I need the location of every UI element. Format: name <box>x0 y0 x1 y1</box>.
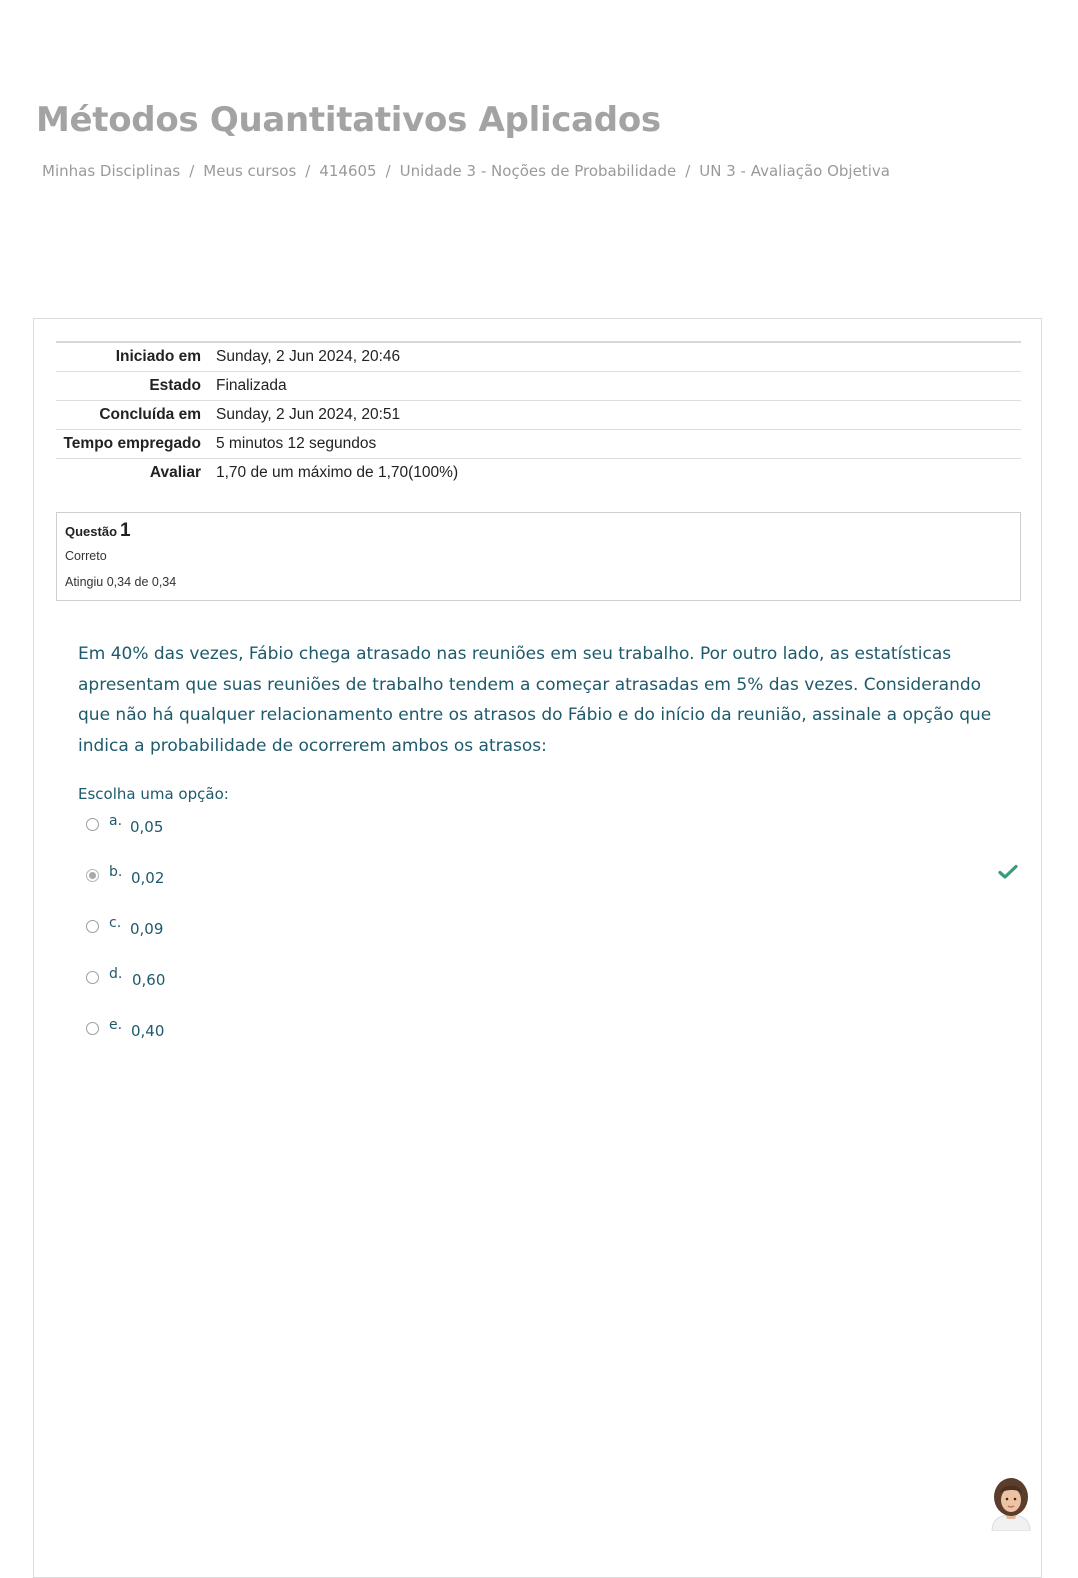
radio-button-selected[interactable] <box>86 869 99 882</box>
radio-button[interactable] <box>86 971 99 984</box>
radio-button[interactable] <box>86 818 99 831</box>
question-label: Questão <box>65 524 118 539</box>
summary-label: Avaliar <box>149 464 201 481</box>
breadcrumb <box>42 162 890 180</box>
summary-row-state <box>56 372 1021 401</box>
summary-label: Concluída em <box>99 406 201 423</box>
correct-check-icon <box>998 864 1018 880</box>
option-value: 0,05 <box>130 818 164 836</box>
radio-button[interactable] <box>86 1022 99 1035</box>
option-letter: c. <box>109 915 122 931</box>
question-number <box>65 519 1012 543</box>
answer-option-e[interactable] <box>86 1017 1006 1068</box>
breadcrumb-separator: / <box>685 162 691 180</box>
option-value: 0,09 <box>130 920 164 938</box>
assistant-avatar[interactable] <box>988 1475 1034 1531</box>
summary-label: Tempo empregado <box>63 435 201 452</box>
breadcrumb-item-avaliacao[interactable]: UN 3 - Avaliação Objetiva <box>699 162 890 180</box>
attempt-summary-table <box>56 341 1021 487</box>
answer-options <box>86 813 1006 1068</box>
option-value: 0,02 <box>131 869 165 887</box>
summary-value: 1,70 de um máximo de 1,70(100%) <box>216 464 459 481</box>
summary-value: Finalizada <box>216 377 287 394</box>
breadcrumb-item-course-id[interactable]: 414605 <box>319 162 377 180</box>
summary-label: Estado <box>149 377 201 394</box>
page-title: Métodos Quantitativos Aplicados <box>36 100 661 140</box>
summary-label: Iniciado em <box>115 348 201 365</box>
answer-option-c[interactable] <box>86 915 1006 966</box>
answer-prompt: Escolha uma opção: <box>78 785 229 803</box>
question-grade: Atingiu 0,34 de 0,34 <box>65 575 177 589</box>
quiz-review-card <box>33 318 1042 1578</box>
summary-value: Sunday, 2 Jun 2024, 20:51 <box>216 406 401 423</box>
breadcrumb-separator: / <box>305 162 311 180</box>
breadcrumb-separator: / <box>189 162 195 180</box>
summary-row-time <box>56 430 1021 459</box>
answer-option-a[interactable] <box>86 813 1006 864</box>
option-letter: d. <box>109 966 123 982</box>
radio-button[interactable] <box>86 920 99 933</box>
summary-row-started <box>56 342 1021 372</box>
breadcrumb-item-unidade[interactable]: Unidade 3 - Noções de Probabilidade <box>399 162 677 180</box>
option-value: 0,40 <box>131 1022 165 1040</box>
option-letter: e. <box>109 1017 123 1033</box>
question-number-value: 1 <box>120 520 131 541</box>
option-letter: b. <box>109 864 123 880</box>
summary-row-completed <box>56 401 1021 430</box>
summary-value: 5 minutos 12 segundos <box>216 435 377 452</box>
breadcrumb-separator: / <box>385 162 391 180</box>
breadcrumb-item-disciplinas[interactable]: Minhas Disciplinas <box>42 162 181 180</box>
summary-row-grade <box>56 459 1021 488</box>
summary-value: Sunday, 2 Jun 2024, 20:46 <box>216 348 401 365</box>
answer-option-d[interactable] <box>86 966 1006 1017</box>
question-info-box <box>56 512 1021 601</box>
question-text: Em 40% das vezes, Fábio chega atrasado nas reuniões em seu trabalho. Por outro lado, as estatísticas apresentam que suas reuniões de trabalho tendem a começar atrasadas em 5% das vezes. Considerando que não há qualquer relacionamento entre os atrasos do Fábio e do início da reunião, assinale a opção que indica a probabilidade de ocorrerem ambos os atrasos: <box>78 644 992 756</box>
option-value: 0,60 <box>132 971 166 989</box>
question-state: Correto <box>65 549 107 563</box>
answer-option-b[interactable] <box>86 864 1006 915</box>
breadcrumb-item-cursos[interactable]: Meus cursos <box>203 162 297 180</box>
option-letter: a. <box>109 813 123 829</box>
